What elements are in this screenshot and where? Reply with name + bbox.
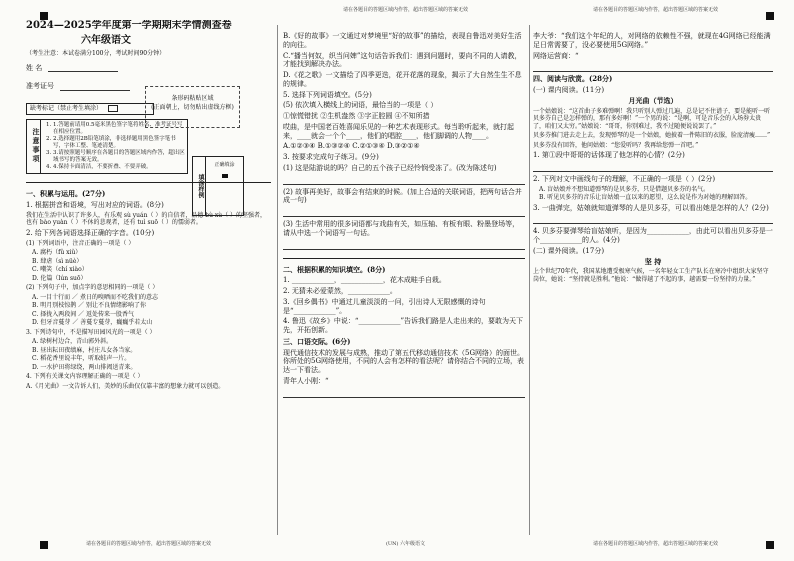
reading-paragraph: 贝多芬推门进去走上去，发现弹琴的是一个姑娘，她披着一件陈旧的衣服，脸庞清瘦……”: [533, 132, 771, 139]
option: B. 明月别枝惊鹊 ／ 别让不良情绪影响了你: [32, 302, 147, 310]
reading-a-title: (一) 课内阅读。(11分): [533, 86, 605, 94]
answer-line[interactable]: [283, 241, 525, 250]
option: D. 但牙音蔓芽 ／ 善蔓专蔓芽，巍巍乎若太山: [32, 319, 153, 327]
fill-sample: [192, 156, 244, 216]
question-2-1: (1) 下列词语中，注音正确的一项是（ ）: [26, 239, 135, 247]
section-title: 一、积累与运用。(27分): [26, 189, 106, 199]
question-3: 3. 下列诗句中，不是描写田园风光的一项是（ ）: [26, 328, 156, 336]
answer-line[interactable]: [283, 208, 525, 217]
question-6: 3. 按要求完成句子练习。(9分): [283, 153, 379, 161]
question-5: 5. 选择下列词语填空。(5分): [283, 90, 372, 99]
id-label: 准考证号: [26, 82, 54, 91]
attention-item: 4. 4.保持卡面清洁，不要折叠、不要弄破。: [53, 164, 185, 171]
option-c: C.“播当何奴，织当问婢”这句话告诉我们：遇到问题时，要向不同的人请教，才能找到解决办法。: [283, 51, 522, 69]
li-statement: 李大爷：“我们这个年纪的人，对网络的依赖性不强，就现在4G网络已经能满足日常需要了，没必要使用5G网络。”: [533, 32, 771, 49]
option: D. 一水护田将绿绕，两山排闼送青来。: [32, 363, 137, 371]
footer-code: (UN) 六年级语文: [385, 541, 426, 547]
bottom-margin-note: 请在各题目的答题区域内作答，超出答题区域的答案无效: [85, 541, 211, 547]
column-middle: [283, 30, 525, 545]
barcode-area: [145, 86, 240, 128]
exam-subject: 六年级语文: [81, 34, 131, 46]
missing-mark-row: [26, 103, 154, 115]
question-5-answers: A.①②③④ B.①③②④ C.②①③④ D.③②①④: [283, 142, 420, 151]
reading-question-3: 3. 一曲弹完，姑娘就知道弹琴的人是贝多芬，可以看出她是怎样的人？(2分): [533, 203, 769, 212]
exam-title: 2024—2025学年度第一学期期末学情测查卷: [26, 20, 232, 31]
reading-question-2: 2. 下列对文中画线句子的理解，不正确的一项是（ ）(2分): [533, 174, 716, 183]
oral-answer-label: 青年人小刚：“: [283, 376, 329, 385]
question-6-3: (3) 生活中常用的很多词语都与戏曲有关，如压轴、有板有眼、粉墨登场等，请从中选一个词语写一句话。: [283, 220, 520, 237]
attention-item: 1. 1.答题前请用0.5毫米黑色签字笔将姓名、准考证号写在相应位置。: [53, 122, 185, 136]
fill-2: 2. 无猜未必爱蒙然，____________。: [283, 287, 397, 295]
answer-line[interactable]: [533, 163, 773, 172]
fill-4: 4. 鲁迅《故乡》中说：“____________”告诉我们路是人走出来的，要敢为天下先，开拓创新。: [283, 317, 524, 334]
column-divider: [277, 25, 278, 535]
column-divider: [529, 25, 530, 535]
option: A. 腐朽（fǔ xiǔ）: [32, 249, 82, 257]
option: C. 择拢入两段间 ／ 返处传来一股香气: [32, 310, 135, 318]
top-margin-note: 请在各题目的答题区域内作答，超出答题区域的答案无效: [342, 7, 468, 13]
option: A. 绿树村边合，青山郭外斜。: [32, 338, 113, 346]
fill-correct-label: 正确填涂: [214, 162, 235, 168]
option: D. 伦篇（lún suō）: [32, 274, 87, 282]
question-6-2: (2) 故事再美好，故事会有结束的时候。(加上合适的关联词语，把两句话合并成一句): [283, 187, 522, 205]
exam-id-field[interactable]: [60, 82, 130, 91]
name-row: [26, 64, 271, 73]
question-4-text: A.《月光曲》一文告诉人们，美妙的乐曲仅仅靠丰富的想象力就可以创造。: [26, 382, 225, 390]
answer-line[interactable]: [283, 176, 525, 185]
option: C. 嘲笑（chí xiào）: [32, 266, 88, 274]
name-field[interactable]: [48, 64, 118, 73]
section-title: 三、口语交际。(6分): [283, 336, 351, 346]
fill-sample-content: [206, 157, 243, 215]
option: C. 稻花香里说丰年，听取蛙声一片。: [32, 355, 131, 363]
bottom-margin-note: 请在各题目的答题区域内作答，超出答题区域的答案无效: [592, 541, 718, 547]
answer-line[interactable]: [283, 389, 525, 398]
question-2-2: (2) 下列句子中，加点字的意思相同的一项是（ ）: [26, 284, 159, 292]
oral-text: 现代通信技术的发展与成熟，推动了第五代移动通信技术（5G网络）的面世。你所处的5G网络使用，不同的人会有怎样的看法呢？请你结合不同的立场，表达一下看法。: [283, 348, 525, 374]
section-title: 四、阅读与欣赏。(28分): [533, 74, 613, 84]
section-2: [283, 258, 525, 398]
attention-item: 3. 3.请按照题号顺序在各题目的答题区域内作答，超出区域书写的答案无效。: [53, 150, 185, 164]
option: B. 听见贝多芬的音乐让盲姑娘一直以来的愿望，这么说是作为对她的理解回答。: [539, 194, 752, 201]
registration-mark: [40, 12, 48, 20]
section-title: 二、根据积累的知识填空。(8分): [283, 264, 386, 274]
operator-label: 网络运营商：“: [533, 51, 579, 60]
registration-mark: [766, 12, 774, 20]
option: A. 一目十行而 ／ 煮日的嗅晒而不吃我们的意志: [32, 293, 158, 301]
question-5-options: ①惊慌错扰 ②生机盎然 ③字正腔圆 ④不知所措: [283, 112, 430, 120]
question-1: 1. 根据拼音和语境，写出对应的词语。(8分): [26, 201, 164, 210]
reading-b-heading: 坚 持: [644, 256, 662, 266]
answer-line[interactable]: [533, 215, 773, 224]
reading-a-heading: 月光曲（节选）: [628, 95, 678, 105]
column-right: [533, 30, 773, 545]
option: B. 昼出耘田夜绩麻，村庄儿女各当家。: [32, 346, 137, 354]
barcode-title: 条形码粘贴区域: [171, 95, 214, 102]
attention-label: 注意事项: [27, 120, 41, 174]
fill-1: 1. ____________，____________，花木成畦手自栽。: [283, 276, 446, 285]
option-b: B.《好的故事》一文通过对梦境里“好的故事”的描绘，表现自鲁迅对美好生活的向往。: [283, 32, 522, 49]
option: B. 肆虐（sì nüè）: [32, 257, 83, 265]
reading-question-4: 4. 贝多芬要弹琴给盲姑娘听，是因为____________，由此可以看出贝多芬是一个____________的人。(4分): [533, 227, 773, 244]
missing-mark-label: 缺考标记（禁止考生填涂）: [30, 105, 103, 112]
option-d: D.《花之歌》一文描绘了四季更迭，花开花落的现象，揭示了大自然生生不息的规律。: [283, 71, 522, 88]
fill-correct-mark: [222, 174, 228, 178]
option: A. 盲姑娘并不想知道弹琴的是贝多芬，只是借题贝多芬的名气。: [539, 185, 710, 193]
reading-paragraph: 一个姑娘说：“这首曲子多难弹啊！我只听别人弹过几遍，总是记不住谱子，要是能听一听贝多芬自己是怎样弹的，那有多好啊！”一个男的说：“是啊，可是音乐会的入场券太贵了，咱们又太穷。”姑娘说：“哥哥，你别难过，我不过随便说说罢了。”: [533, 107, 771, 130]
exam-info: （考生注意：本试卷满分100分，考试时间90分钟）: [26, 50, 166, 57]
name-label: 姓 名: [26, 63, 43, 72]
question-4: 4. 下列有关课文内容理解正确的一项是（ ）: [26, 373, 144, 381]
reading-paragraph: 上个世纪70年代，我国某地遭受极寒气候，一名年轻女工生产队长在寒冷中组织大家坚守岗位，她说：“坚持就是胜利。”他说：“做得越了不起的事，越需要一份坚持的力量。”: [533, 268, 769, 283]
barcode-note: (正面朝上，切勿贴出虚线方框): [151, 104, 234, 111]
reading-question-1: 1. 第①段中哥哥的话体现了他怎样的心情？(2分): [533, 151, 685, 159]
answer-line[interactable]: [533, 63, 773, 72]
question-6-1: (1) 这是陆游说的吗？自己的五个孩子已经怜悯受冻了。(改为陈述句): [283, 163, 497, 172]
question-5-2: (5) 依次填入横线上的词语，最恰当的一项是（ ）: [283, 101, 438, 110]
fill-sample-label: 填涂样例: [193, 157, 206, 215]
reading-paragraph: 贝多芬没有回答，他问姑娘：“您爱听吗？我再给您弹一首吧。”: [533, 141, 699, 149]
question-1-text: 我们在生活中认识了许多人，有乐观 sù yuán（ ）的自信者，品德 bù xù（ ）的坚强者，也有 bào yuàn（ ）不休的悲观者，还有 tuì suō（ ）的懦弱者。: [26, 211, 267, 227]
attention-item: 2. 2.选择题用2B铅笔填涂，非选择题用黑色签字笔书写，字体工整、笔迹清楚。: [53, 136, 185, 150]
question-2: 2. 给下列各词语选择正确的字音。(10分): [26, 228, 155, 237]
fill-3: 3.《回乡偶书》中通过儿童淡淡的一问，引出诗人无限感慨的诗句是“____________”。: [283, 297, 486, 315]
missing-mark-box[interactable]: [108, 105, 118, 112]
reading-b-title: (二) 课外阅读。(17分): [533, 246, 605, 255]
question-5-text: 哎曲，是中国老百姓喜闻乐见的一种艺术表现形式。每当聆听起来，就打起来，____就会一个个____，他们的唱腔____，他们脚调的人物____。: [283, 122, 514, 140]
top-margin-note: 请在各题目的答题区域内作答，超出答题区域的答案无效: [592, 7, 718, 13]
